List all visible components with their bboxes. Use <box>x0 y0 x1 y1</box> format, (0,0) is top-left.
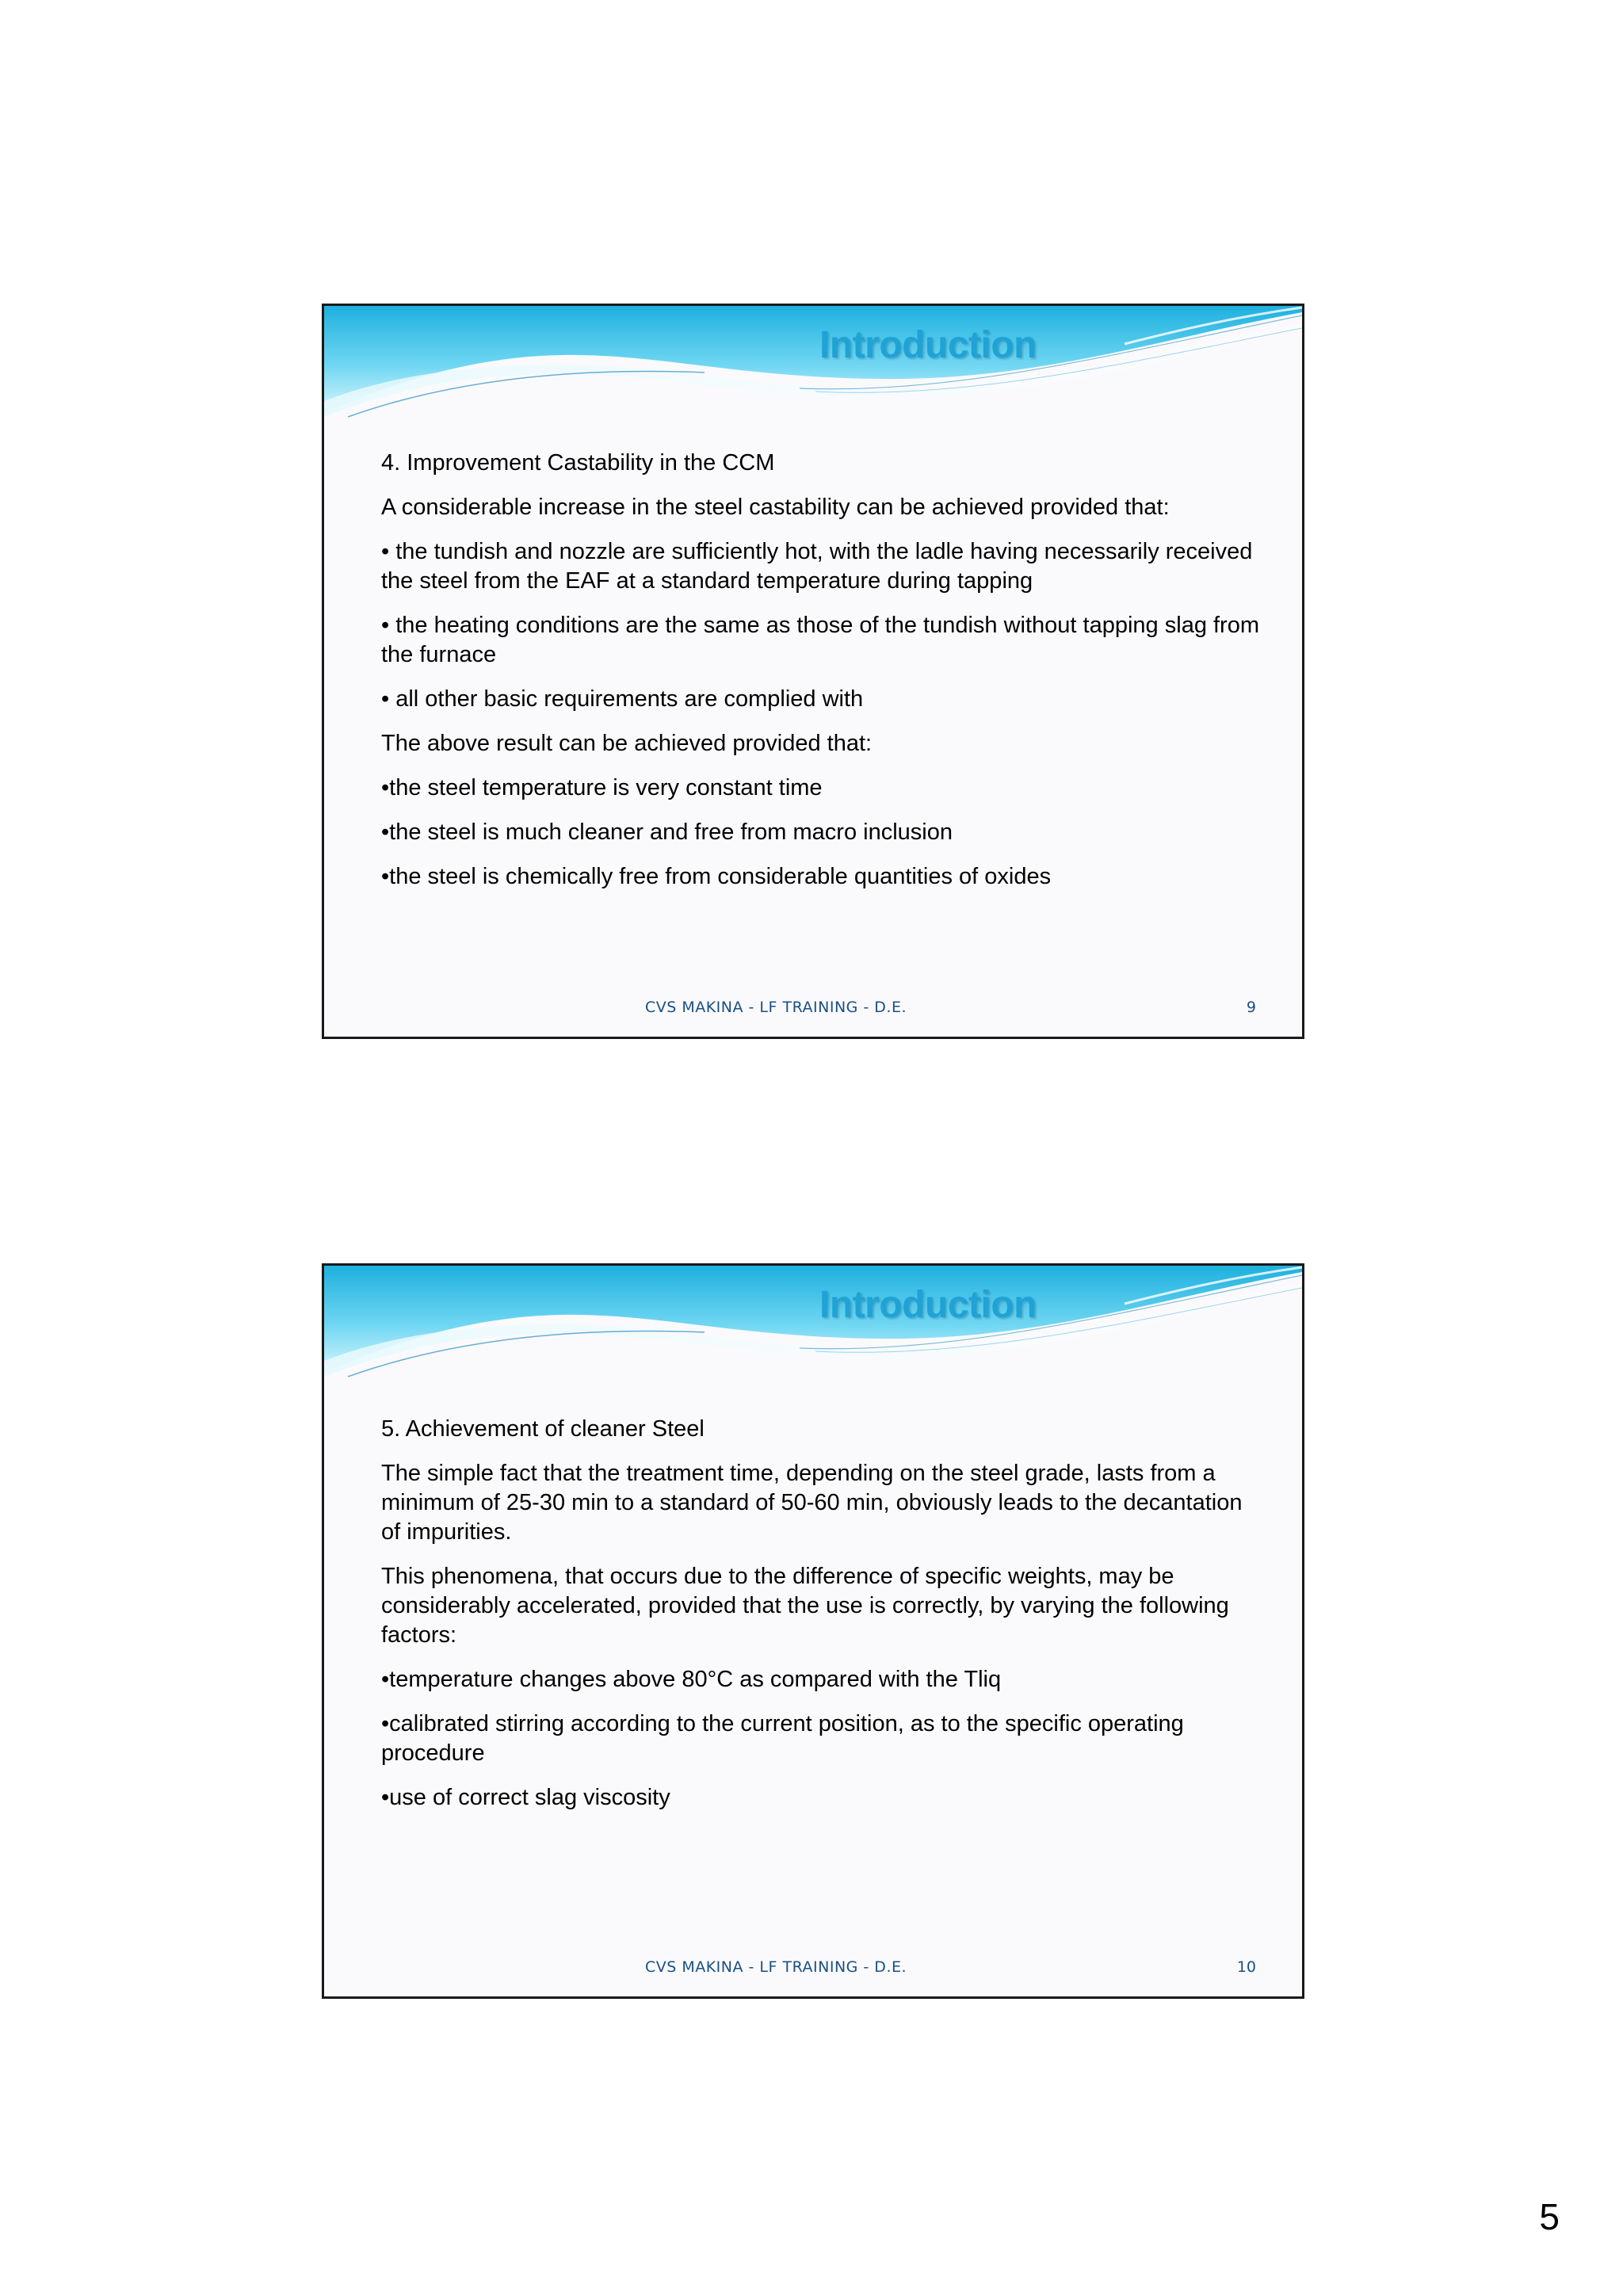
slide-9 <box>322 304 1304 1039</box>
slide-body <box>381 449 1261 907</box>
bullet-paragraph: •temperature changes above 80°C as compared with the Tliq <box>381 1667 1002 1692</box>
bullet-paragraph: •calibrated stirring according to the current position, as to the specific operating procedure <box>381 1711 1184 1766</box>
slide-header-wave <box>324 306 1302 425</box>
bullet-paragraph: •the steel temperature is very constant time <box>381 775 823 800</box>
slide-header-wave <box>324 1266 1302 1385</box>
slide-footer <box>324 999 1302 1022</box>
slide-title: Introduction <box>819 1284 1037 1326</box>
bullet-paragraph: •the steel is chemically free from considerable quantities of oxides <box>381 864 1052 889</box>
paragraph: The above result can be achieved provided that: <box>381 731 873 756</box>
paragraph: The simple fact that the treatment time, depending on the steel grade, lasts from a minimum of 25-30 min to a standard of 50-60 min, obviously leads to the decantation of impurities. <box>381 1461 1243 1545</box>
page-number: 5 <box>1539 2196 1560 2237</box>
paragraph: A considerable increase in the steel castability can be achieved provided that: <box>381 495 1170 520</box>
footer-text: CVS MAKINA - LF TRAINING - D.E. <box>644 1958 907 1976</box>
slide-footer <box>324 1958 1302 1982</box>
paragraph: This phenomena, that occurs due to the difference of specific weights, may be considerably accelerated, provided that the use is correctly, by varying the following factors: <box>381 1564 1229 1648</box>
slide-number: 9 <box>1246 999 1256 1016</box>
bullet-paragraph: • all other basic requirements are complied with <box>381 686 864 712</box>
slide-number: 10 <box>1236 1958 1256 1976</box>
bullet-paragraph: •the steel is much cleaner and free from macro inclusion <box>381 819 953 845</box>
bullet-paragraph: • the heating conditions are the same as those of the tundish without tapping slag from the furnace <box>381 613 1260 667</box>
slide-10 <box>322 1263 1304 1999</box>
bullet-paragraph: • the tundish and nozzle are sufficiently hot, with the ladle having necessarily received the steel from the EAF at a standard temperature during tapping <box>381 539 1253 594</box>
footer-text: CVS MAKINA - LF TRAINING - D.E. <box>644 999 907 1016</box>
slide-title: Introduction <box>819 324 1037 366</box>
bullet-paragraph: •use of correct slag viscosity <box>381 1785 670 1810</box>
paragraph: 4. Improvement Castability in the CCM <box>381 450 775 476</box>
paragraph: 5. Achievement of cleaner Steel <box>381 1416 705 1442</box>
slide-body <box>381 1415 1261 1828</box>
